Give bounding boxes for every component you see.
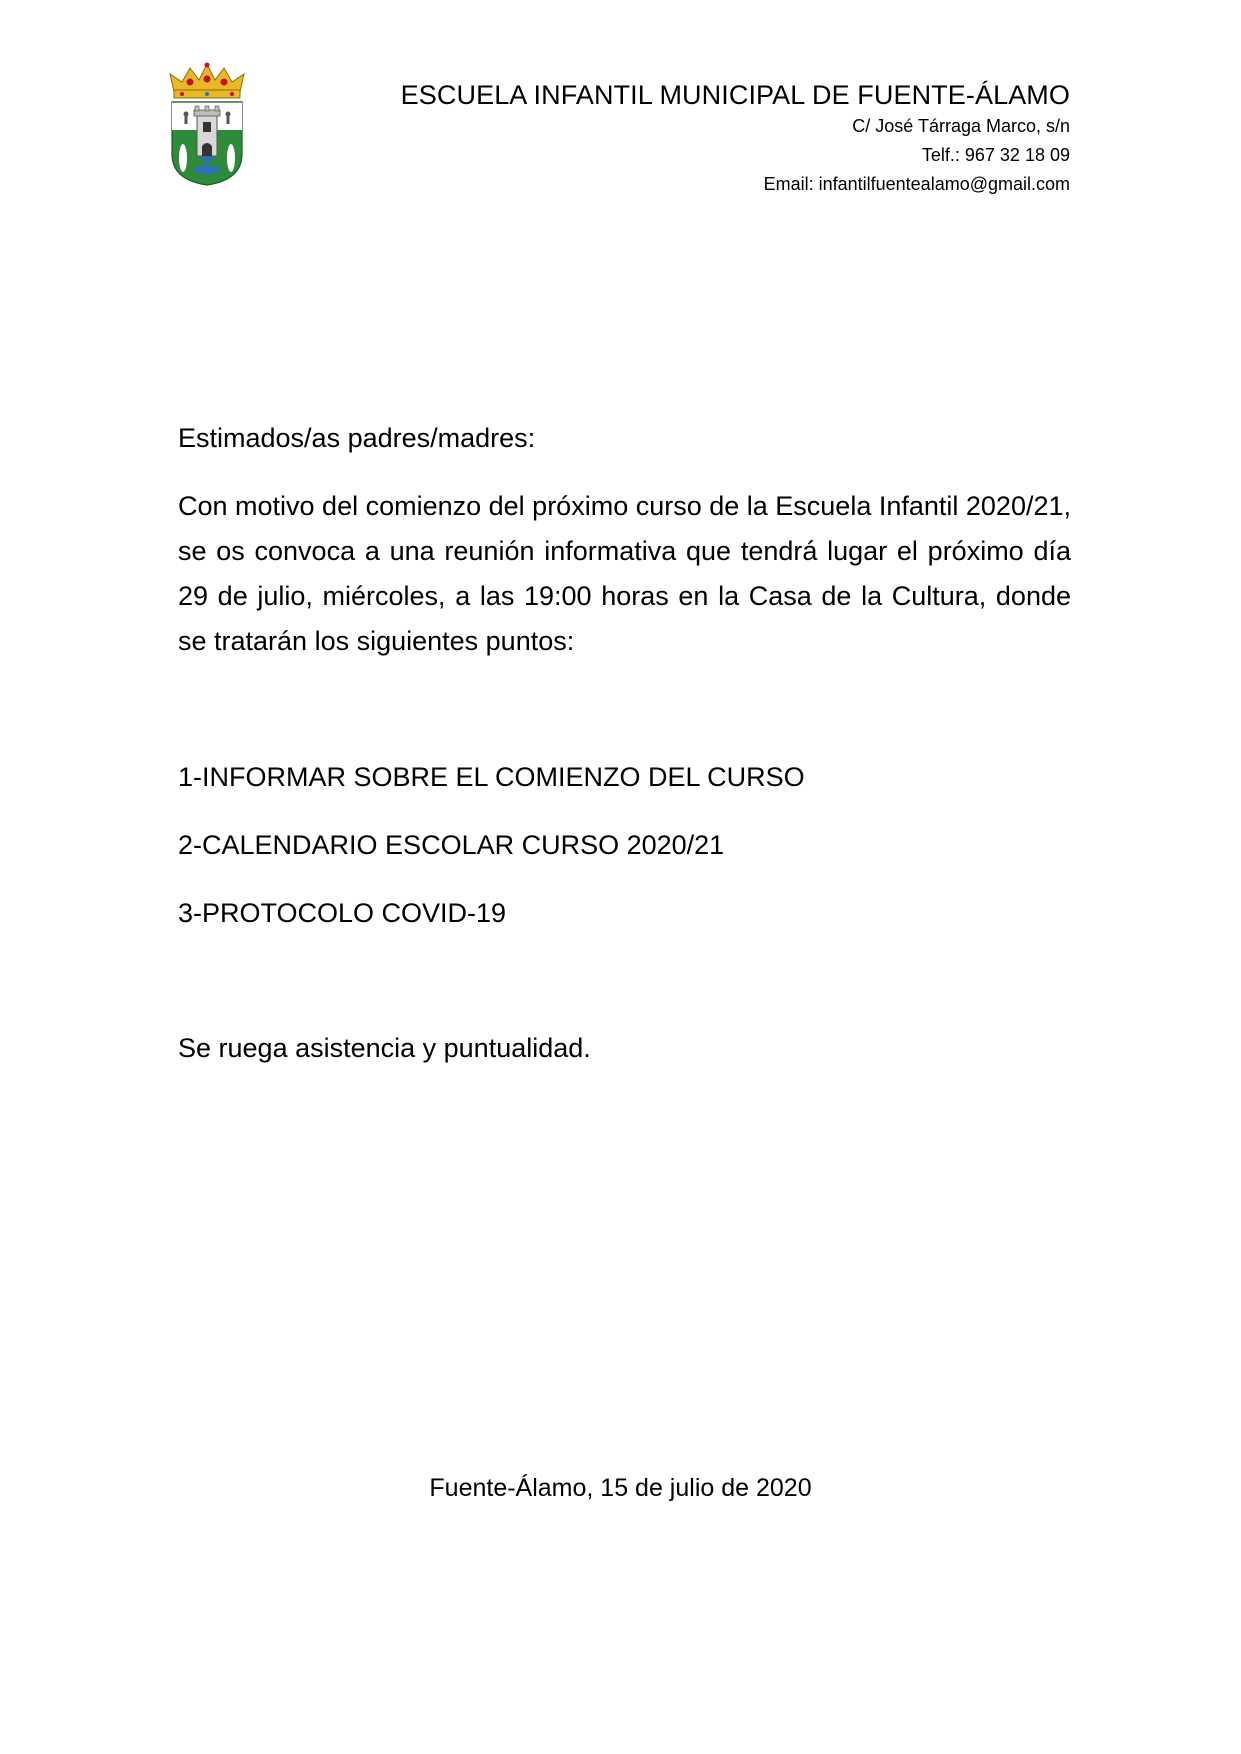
letterhead [401, 78, 1070, 199]
coat-of-arms-icon [166, 62, 248, 187]
place-and-date: Fuente-Álamo, 15 de julio de 2020 [429, 1474, 812, 1502]
letter-paragraph: Con motivo del comienzo del próximo curso de la Escuela Infantil 2020/21, se os convoca a una reunión informativa que tendrá lugar el próximo día 29 de julio, miércoles, a las 19:00 horas en la Casa de la Cultura, donde se tratarán los siguientes puntos: [178, 491, 1071, 656]
agenda-list [178, 755, 1071, 959]
school-phone: Telf.: 967 32 18 09 [921, 145, 1070, 165]
agenda-item: 3-PROTOCOLO COVID-19 [178, 898, 507, 928]
school-address: C/ José Tárraga Marco, s/n [852, 116, 1070, 136]
school-email: Email: infantilfuentealamo@gmail.com [763, 174, 1070, 194]
school-name: ESCUELA INFANTIL MUNICIPAL DE FUENTE-ÁLAMO [400, 80, 1070, 110]
letter-closing: Se ruega asistencia y puntualidad. [178, 1033, 591, 1063]
letter-greeting: Estimados/as padres/madres: [178, 423, 536, 453]
agenda-item: 1-INFORMAR SOBRE EL COMIENZO DEL CURSO [178, 762, 805, 792]
agenda-item: 2-CALENDARIO ESCOLAR CURSO 2020/21 [178, 830, 725, 860]
